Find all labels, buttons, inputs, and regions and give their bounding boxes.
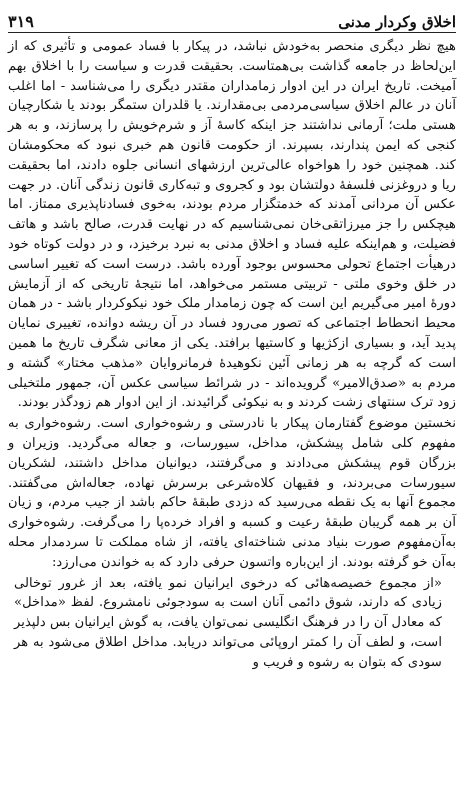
paragraph-2: نخستین موضوع گفتارمان پیکار با نادرستی و رشوه‌خواری است. رشوه‌خواری به مفهوم کلی شامل پیشکش، مداخل، سیورسات، و جعاله می‌گردید. وزیران و بزرگان قوم پیشکش می‌دادند و می‌گرفتند، دیوانیان مداخل داشتند، لشکریان سیورسات می‌بردند، و فقیهان کلاه‌شرعی برسرش نهاده، جعاله‌اش می‌گفتند. مجموع آنها به یک نقطه می‌رسید که دزدی طبقهٔ حاکم باشد از جیب مردم، و زیان آن بر همه گریبان طبقهٔ رعیت و کسبه و افراد خرده‌پا را می‌گرفت. رشوه‌خواری به‌آن‌مفهوم صورت بنیاد مدنی شناخته‌ای یافته، از شاه مملکت تا سردمدار محله به‌آن خو گرفته بودند. از این‌باره واتسون حرفی دارد که به خواندن می‌ارزد:: [8, 416, 456, 570]
running-title: اخلاق وکردار مدنی: [338, 13, 456, 31]
page-number: ۳۱۹: [8, 12, 34, 31]
paragraph-1: هیچ نظر دیگری منحصر به‌خودش نباشد، در پیکار با فساد عمومی و تأثیری که از این‌لحاظ در جامعه گذاشت بی‌همتاست. بحقیقت قدرت و سیاست را با اخلاق بهم آمیخت. تاریخ ایران در این ادوار زمامداران مقتدر دیگری را می‌شناسد - اما اغلب آنان در عالم اخلاق سیاسی‌مردمی بی‌مقدارند. یا قلدران ستمگر بودند یا شکارچیان هستی ملت؛ آرمانی نداشتند جز اینکه کاسهٔ آز و شرم‌خویش را پرسازند، و به هر کنجی که ایمن پندارند، بسپرند. از حکومت قانون هم خبری نبود که محکومشان کند. همچنین خود را هواخواه عالی‌ترین ارزشهای انسانی جلوه دادند، اما بحقیقت ریا و دروغزنی فلسفهٔ دولتشان بود و کجروی و تبه‌کاری قانون زندگی آنان. در جهت عکس آن مردانی آمدند که خدمتگزار مردم بودند، به‌خوی فسادناپذیری ممتاز. اما هیچکس را جز میرزاتقی‌خان نمی‌شناسیم که در نهایت قدرت، صالح باشد و هاتف فضیلت، و هم‌اینکه علیه فساد و اخلاق مدنی به نبرد برخیزد، و در دولت کوتاه خود درهیأت اجتماع تحولی محسوس بوجود آورده باشد. درست است که تغییر اساسی در خلق وخوی ملتی - تربیتی مستمر می‌خواهد، اما نتیجهٔ تاریخی که از آزمایش دورهٔ امیر می‌گیریم این است که چون زمامدار ملک خود نیکوکردار باشد - در همان محیط انحطاط اجتماعی که تصور می‌رود فساد در آن ریشه دوانده، تغییری نمایان پدید آید، و بسیاری ازکژیها و کاستیها برافتد. یکی از معانی شگرف تاریخ ما همین است که گرچه به هر زمانی آئین نکوهیدهٔ فرمانروایان «مذهب مختار» گشته و مردم به «صدق‌الامیر» گرویده‌اند - در شرائط سیاسی عکس آن، جمهور ملتخیلی زود ترک سنتهای زشت کردند و به نیکوئی گرائیدند. از این ادوار هم زودگذر بودند.: [8, 39, 456, 411]
page-header: [8, 6, 456, 33]
quote-paragraph: «از مجموع خصیصه‌هائی که درخوی ایرانیان نمو یافته، بعد از غرور توخالی زیادی که دارند، شوق دائمی آنان است به سودجوئی نامشروع. لفظ «مداخل» که معادل آن را در فرهنگ انگلیسی نمی‌توان یافت، به گوش ایرانیان بس دلپذیر است، و لطف آن را کمتر اروپائی می‌تواند دریابد. مداخل اطلاق می‌شود به هر سودی که بتوان به رشوه و فریب و: [14, 575, 442, 670]
page-body: [8, 37, 456, 673]
